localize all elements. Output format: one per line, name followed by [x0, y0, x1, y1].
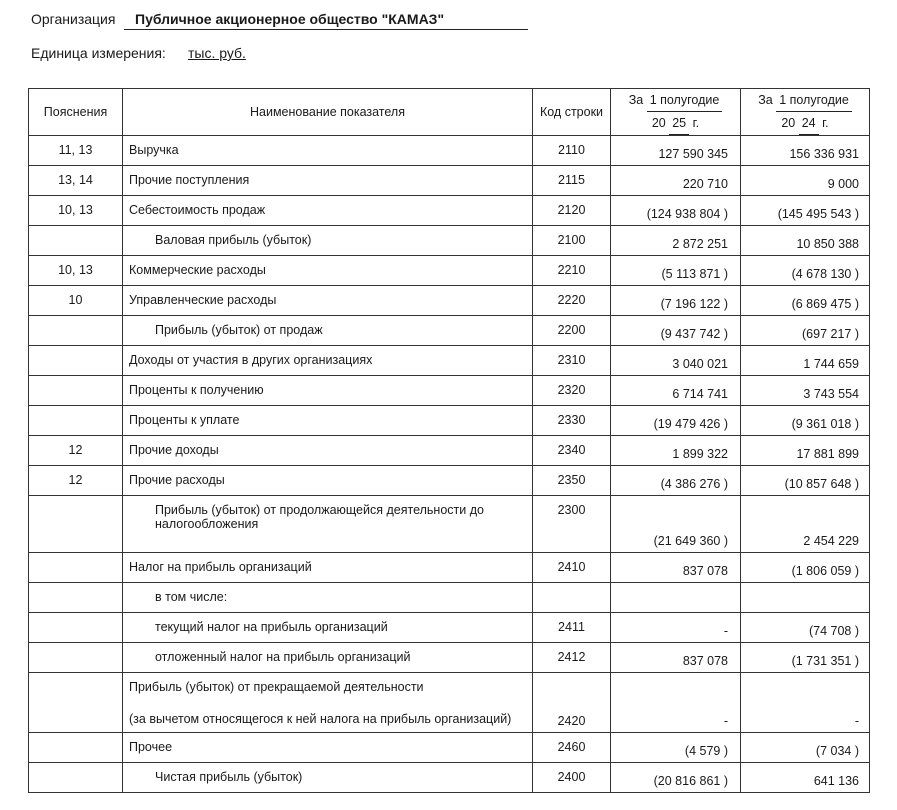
row-value-2024: 2 454 229: [741, 496, 870, 553]
row-value-2025: -: [611, 673, 741, 733]
row-code: 2410: [533, 553, 611, 583]
period-year: 25: [669, 112, 689, 135]
row-value-2024: 3 743 554: [741, 376, 870, 406]
organization-label: Организация: [31, 11, 116, 27]
row-note: 12: [29, 436, 123, 466]
row-name: [123, 166, 533, 196]
row-value-2025: 6 714 741: [611, 376, 741, 406]
row-name: [123, 316, 533, 346]
row-note: [29, 763, 123, 793]
row-name: [123, 763, 533, 793]
row-note: 10, 13: [29, 196, 123, 226]
row-value-2024: (10 857 648 ): [741, 466, 870, 496]
row-code: 2350: [533, 466, 611, 496]
row-name: [123, 466, 533, 496]
row-name: [123, 256, 533, 286]
row-name: [123, 346, 533, 376]
row-name-text: Чистая прибыль (убыток): [155, 770, 303, 784]
row-code: 2200: [533, 316, 611, 346]
row-value-2025: [611, 583, 741, 613]
row-note: 10: [29, 286, 123, 316]
row-note: [29, 733, 123, 763]
row-value-2025: (5 113 871 ): [611, 256, 741, 286]
row-value-2025: 2 872 251: [611, 226, 741, 256]
table-row: [29, 376, 870, 406]
table-row: [29, 673, 870, 733]
row-value-2024: (697 217 ): [741, 316, 870, 346]
row-value-2025: (20 816 861 ): [611, 763, 741, 793]
row-value-2025: 220 710: [611, 166, 741, 196]
row-note: 10, 13: [29, 256, 123, 286]
row-value-2025: (4 386 276 ): [611, 466, 741, 496]
table-row: [29, 256, 870, 286]
table-row: [29, 406, 870, 436]
period-label: 1 полугодие: [647, 89, 723, 112]
row-code: 2460: [533, 733, 611, 763]
row-name-text: Налог на прибыль организаций: [129, 560, 312, 574]
row-code: 2420: [533, 673, 611, 733]
table-row: [29, 583, 870, 613]
row-note: [29, 583, 123, 613]
row-name: [123, 733, 533, 763]
row-value-2024: (4 678 130 ): [741, 256, 870, 286]
row-note: [29, 346, 123, 376]
row-name-text: текущий налог на прибыль организаций: [155, 620, 388, 634]
organization-underline: [124, 29, 528, 30]
period-g: г.: [822, 116, 829, 130]
row-value-2024: (145 495 543 ): [741, 196, 870, 226]
table-row: [29, 763, 870, 793]
row-value-2025: 1 899 322: [611, 436, 741, 466]
row-code: 2412: [533, 643, 611, 673]
table-row: [29, 436, 870, 466]
row-value-2024: 17 881 899: [741, 436, 870, 466]
row-value-2024: 1 744 659: [741, 346, 870, 376]
row-code: 2340: [533, 436, 611, 466]
row-note: [29, 376, 123, 406]
period-year: 24: [799, 112, 819, 135]
row-name-text: Прибыль (убыток) от прекращаемой деятельности: [129, 680, 424, 694]
period-label: 1 полугодие: [776, 89, 852, 112]
row-name: [123, 286, 533, 316]
period-century: 20: [781, 116, 796, 130]
row-value-2024: 156 336 931: [741, 136, 870, 166]
row-name-text: Валовая прибыль (убыток): [155, 233, 312, 247]
row-value-2024: -: [741, 673, 870, 733]
row-name-text: Выручка: [129, 143, 179, 157]
row-name: [123, 643, 533, 673]
row-value-2025: (21 649 360 ): [611, 496, 741, 553]
row-code: 2115: [533, 166, 611, 196]
row-name-text: Прочие поступления: [129, 173, 250, 187]
row-name-text: Доходы от участия в других организациях: [129, 353, 373, 367]
row-note: 11, 13: [29, 136, 123, 166]
row-name: [123, 226, 533, 256]
row-code: 2110: [533, 136, 611, 166]
unit-label: Единица измерения:: [31, 45, 166, 61]
row-value-2024: [741, 583, 870, 613]
table-row: [29, 733, 870, 763]
row-note: 12: [29, 466, 123, 496]
row-value-2024: (1 806 059 ): [741, 553, 870, 583]
row-value-2025: (4 579 ): [611, 733, 741, 763]
row-name: [123, 583, 533, 613]
row-name-text: Проценты к уплате: [129, 413, 240, 427]
table-row: [29, 136, 870, 166]
row-value-2025: (7 196 122 ): [611, 286, 741, 316]
period-za: За: [758, 93, 773, 107]
row-name: [123, 496, 533, 553]
row-value-2025: 837 078: [611, 553, 741, 583]
row-note: [29, 226, 123, 256]
period-century: 20: [651, 116, 666, 130]
table-row: [29, 226, 870, 256]
row-value-2025: (124 938 804 ): [611, 196, 741, 226]
row-code: 2330: [533, 406, 611, 436]
row-note: 13, 14: [29, 166, 123, 196]
row-name: [123, 376, 533, 406]
table-row: [29, 466, 870, 496]
row-name-text: Прочее: [129, 740, 173, 754]
row-name: [123, 196, 533, 226]
table-row: [29, 496, 870, 553]
unit-value: тыс. руб.: [188, 45, 246, 61]
col-header-notes: Пояснения: [29, 89, 123, 136]
table-row: [29, 316, 870, 346]
row-name-text: в том числе:: [155, 590, 228, 604]
row-name: [123, 553, 533, 583]
row-note: [29, 643, 123, 673]
row-name-text: Прибыль (убыток) от продаж: [155, 323, 323, 337]
row-name: [123, 613, 533, 643]
row-name: [123, 436, 533, 466]
financial-results-table: [28, 88, 870, 793]
col-header-name: Наименование показателя: [123, 89, 533, 136]
row-name-text: Себестоимость продаж: [129, 203, 266, 217]
row-value-2024: 10 850 388: [741, 226, 870, 256]
period-g: г.: [692, 116, 700, 130]
row-note: [29, 613, 123, 643]
row-code: 2400: [533, 763, 611, 793]
row-name: [123, 406, 533, 436]
table-row: [29, 166, 870, 196]
col-header-period-2024: [741, 89, 870, 136]
row-value-2025: -: [611, 613, 741, 643]
table-row: [29, 613, 870, 643]
row-name-text: Управленческие расходы: [129, 293, 277, 307]
row-value-2024: (7 034 ): [741, 733, 870, 763]
row-value-2024: 641 136: [741, 763, 870, 793]
row-code: 2300: [533, 496, 611, 553]
row-value-2024: (74 708 ): [741, 613, 870, 643]
row-code: 2210: [533, 256, 611, 286]
row-value-2024: 9 000: [741, 166, 870, 196]
row-name-text: отложенный налог на прибыль организаций: [155, 650, 411, 664]
col-header-period-2025: [611, 89, 741, 136]
row-value-2025: 837 078: [611, 643, 741, 673]
row-note: [29, 406, 123, 436]
row-name-text: Коммерческие расходы: [129, 263, 266, 277]
row-code: 2320: [533, 376, 611, 406]
row-name-text: Проценты к получению: [129, 383, 264, 397]
table-row: [29, 286, 870, 316]
row-note: [29, 553, 123, 583]
table-row: [29, 643, 870, 673]
row-value-2024: (9 361 018 ): [741, 406, 870, 436]
row-value-2025: (9 437 742 ): [611, 316, 741, 346]
row-value-2024: (1 731 351 ): [741, 643, 870, 673]
row-code: 2100: [533, 226, 611, 256]
row-value-2025: (19 479 426 ): [611, 406, 741, 436]
row-name-text: Прибыль (убыток) от продолжающейся деятельности до налогообложения: [155, 503, 484, 531]
row-note: [29, 496, 123, 553]
row-code: [533, 583, 611, 613]
row-note: [29, 673, 123, 733]
row-code: 2220: [533, 286, 611, 316]
row-name-continuation: (за вычетом относящегося к ней налога на прибыль организаций): [129, 712, 512, 726]
row-code: 2411: [533, 613, 611, 643]
row-value-2024: (6 869 475 ): [741, 286, 870, 316]
col-header-code: Код строки: [533, 89, 611, 136]
row-name: [123, 136, 533, 166]
row-name: [123, 673, 533, 733]
row-value-2025: 127 590 345: [611, 136, 741, 166]
organization-name: Публичное акционерное общество "КАМАЗ": [135, 11, 445, 27]
row-value-2025: 3 040 021: [611, 346, 741, 376]
row-code: 2310: [533, 346, 611, 376]
table-row: [29, 553, 870, 583]
row-code: 2120: [533, 196, 611, 226]
row-note: [29, 316, 123, 346]
period-za: За: [628, 93, 644, 107]
table-row: [29, 196, 870, 226]
row-name-text: Прочие расходы: [129, 473, 225, 487]
table-row: [29, 346, 870, 376]
row-name-text: Прочие доходы: [129, 443, 219, 457]
